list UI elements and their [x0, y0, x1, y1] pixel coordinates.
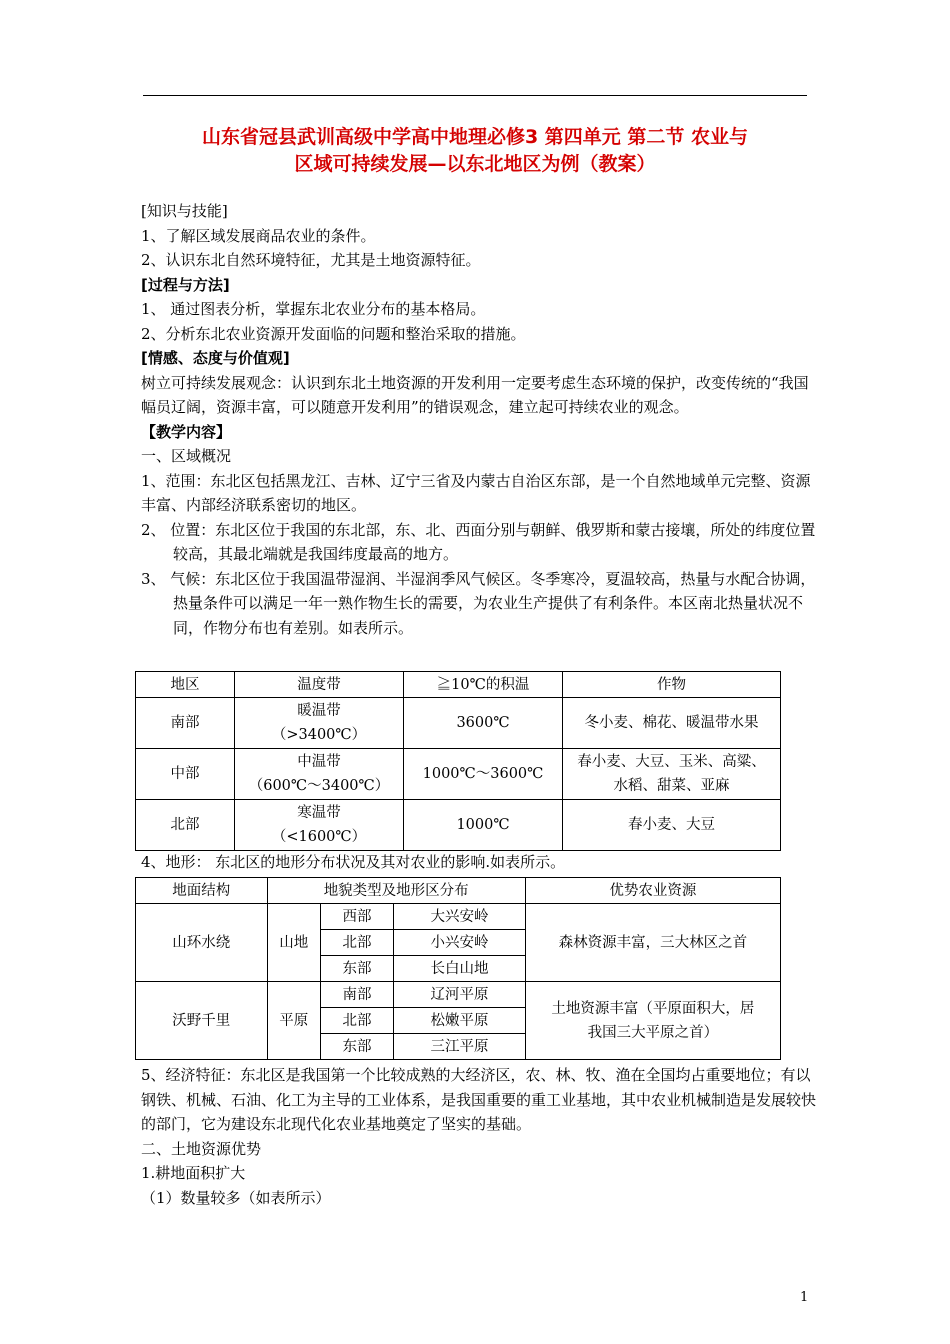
knowledge-heading: [知识与技能] — [141, 202, 228, 220]
climate-paragraph: 3、 气候：东北区位于我国温带湿润、半湿润季风气候区。冬季寒冷，夏温较高，热量与水配合协调，热量条件可以满足一年一熟作物生长的需要，为农业生产提供了有利条件。本区南北热量状况不同，作物分布也有差别。如表所示。 — [141, 569, 816, 637]
page-number: 1 — [800, 1290, 809, 1305]
table-cell: 南部 — [136, 698, 235, 749]
table-cell: 沃野千里 — [136, 982, 268, 1060]
table-cell: 冬小麦、棉花、暖温带水果 — [563, 698, 781, 749]
table-cell — [235, 800, 404, 851]
zone-range: （>3400℃） — [271, 727, 367, 743]
table-cell: 山地 — [267, 904, 320, 982]
part-two-heading: 二、土地资源优势 — [141, 1139, 262, 1158]
zone-name: 暖温带 — [297, 703, 341, 719]
table-cell: 1000℃～3600℃ — [404, 749, 563, 800]
table-row — [136, 698, 781, 749]
title-line-2: 区域可持续发展—以东北地区为例（教案） — [294, 153, 656, 175]
table-cell: 三江平原 — [394, 1034, 526, 1060]
table-cell: 平原 — [267, 982, 320, 1060]
table-header: 温度带 — [235, 672, 404, 698]
process-heading: [过程与方法] — [141, 275, 230, 294]
terrain-paragraph: 4、地形： 东北区的地形分布状况及其对农业的影响.如表所示。 — [141, 853, 566, 871]
part-one-heading: 一、区域概况 — [141, 447, 232, 465]
knowledge-item: 1、了解区域发展商品农业的条件。 — [141, 226, 376, 245]
table-row — [136, 904, 781, 930]
terrain-table — [135, 877, 781, 1060]
table-cell: 长白山地 — [394, 956, 526, 982]
crops-line: 水稻、甜菜、亚麻 — [613, 778, 730, 794]
zone-name: 中温带 — [297, 754, 341, 770]
zone-name: 寒温带 — [297, 805, 341, 821]
table-cell: 1000℃ — [404, 800, 563, 851]
zone-range: （600℃～3400℃） — [248, 778, 390, 794]
table-cell: 中部 — [136, 749, 235, 800]
table-cell: 北部 — [320, 930, 393, 956]
table-cell: 辽河平原 — [394, 982, 526, 1008]
table-header: 地貌类型及地形区分布 — [267, 878, 525, 904]
header-rule — [143, 95, 807, 96]
table-row — [136, 749, 781, 800]
table-cell: 大兴安岭 — [394, 904, 526, 930]
resource-line: 土地资源丰富（平原面积大，居 — [551, 1000, 755, 1017]
table-cell: 东部 — [320, 1034, 393, 1060]
table-cell — [525, 982, 780, 1060]
location-paragraph: 2、 位置：东北区位于我国的东北部，东、北、西面分别与朝鲜、俄罗斯和蒙古接壤，所处的纬度位置较高，其最北端就是我国纬度最高的地方。 — [141, 520, 816, 563]
resource-line: 我国三大平原之首） — [587, 1024, 719, 1041]
table-cell: 3600℃ — [404, 698, 563, 749]
scope-paragraph: 1、范围：东北区包括黑龙江、吉林、辽宁三省及内蒙古自治区东部，是一个自然地域单元完整、资源丰富、内部经济联系密切的地区。 — [141, 471, 811, 514]
table-cell — [235, 749, 404, 800]
emotion-text: 树立可持续发展观念：认识到东北土地资源的开发利用一定要考虑生态环境的保护，改变传统的“我国幅员辽阔，资源丰富，可以随意开发利用”的错误观念，建立起可持续农业的观念。 — [141, 373, 809, 416]
table-cell: 山环水绕 — [136, 904, 268, 982]
economy-paragraph: 5、经济特征：东北区是我国第一个比较成熟的大经济区，农、林、牧、渔在全国均占重要地位；有以钢铁、机械、石油、化工为主导的工业体系，是我国重要的重工业基地，其中农业机械制造是发展较快的部门，它为建设东北现代化农业基地奠定了坚实的基础。 — [141, 1066, 817, 1133]
table-header: 作物 — [563, 672, 781, 698]
table-cell: 春小麦、大豆 — [563, 800, 781, 851]
table-header: 地面结构 — [136, 878, 268, 904]
table-header: ≧10℃的积温 — [404, 672, 563, 698]
table-cell — [235, 698, 404, 749]
table-cell: 西部 — [320, 904, 393, 930]
subheading: （1）数量较多（如表所示） — [141, 1188, 331, 1207]
document-title — [140, 124, 810, 178]
title-line-1: 山东省冠县武训高级中学高中地理必修3 第四单元 第二节 农业与 — [201, 126, 749, 148]
table-cell: 小兴安岭 — [394, 930, 526, 956]
table-cell: 南部 — [320, 982, 393, 1008]
table-cell — [563, 749, 781, 800]
table-cell: 北部 — [136, 800, 235, 851]
body-text-continued — [141, 1063, 821, 1210]
subheading: 1.耕地面积扩大 — [141, 1164, 246, 1182]
climate-table — [135, 671, 781, 851]
table-row — [136, 982, 781, 1008]
knowledge-item: 2、认识东北自然环境特征，尤其是土地资源特征。 — [141, 251, 481, 269]
process-item: 2、分析东北农业资源开发面临的问题和整治采取的措施。 — [141, 324, 526, 343]
process-item: 1、 通过图表分析，掌握东北农业分布的基本格局。 — [141, 300, 486, 318]
emotion-heading: [情感、态度与价值观] — [141, 349, 290, 367]
crops-line: 春小麦、大豆、玉米、高粱、 — [577, 754, 766, 770]
table-cell: 森林资源丰富，三大林区之首 — [525, 904, 780, 982]
zone-range: （<1600℃） — [271, 829, 367, 845]
table-cell: 北部 — [320, 1008, 393, 1034]
body-text — [141, 199, 821, 640]
table-row — [136, 800, 781, 851]
table-header: 地区 — [136, 672, 235, 698]
table-cell: 松嫩平原 — [394, 1008, 526, 1034]
table-cell: 东部 — [320, 956, 393, 982]
teaching-heading: 【教学内容】 — [141, 422, 232, 441]
table-header: 优势农业资源 — [525, 878, 780, 904]
